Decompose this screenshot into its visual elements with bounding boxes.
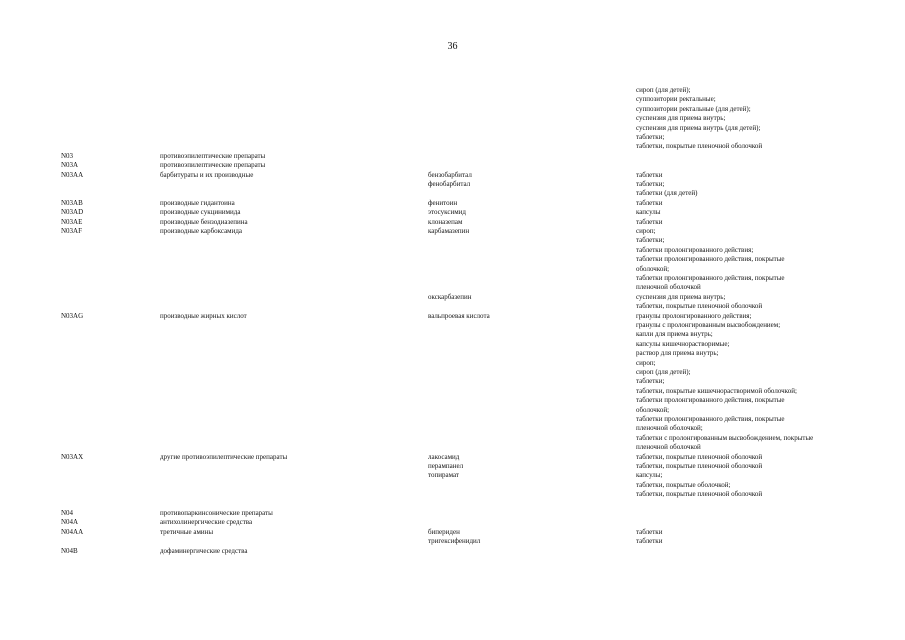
- dosage-form: капсулы: [636, 208, 661, 217]
- group-name: третичные амины: [160, 527, 214, 536]
- table-row: [0, 528, 905, 537]
- table-row: [0, 189, 905, 198]
- dosage-form: суппозитории ректальные (для детей);: [636, 104, 751, 113]
- table-row: [0, 387, 905, 396]
- table-row: [0, 142, 905, 151]
- table-row: [0, 471, 905, 480]
- group-name: антихолинергические средства: [160, 518, 253, 527]
- table-row: [0, 161, 905, 170]
- table-row: [0, 500, 905, 509]
- drug-name: бензобарбитал: [428, 170, 472, 179]
- table-row: [0, 227, 905, 236]
- drug-name: карбамазепин: [428, 227, 470, 235]
- table-row: [0, 518, 905, 527]
- atc-code: N03AD: [61, 208, 84, 217]
- dosage-form: таблетки, покрытые оболочкой;: [636, 480, 731, 489]
- drug-name: фенобарбитал: [428, 180, 471, 188]
- atc-code: N04B: [61, 546, 78, 555]
- table-row: [0, 199, 905, 208]
- dosage-form: таблетки;: [636, 236, 665, 245]
- atc-code: N04A: [61, 518, 79, 527]
- dosage-form: таблетки пролонгированного действия;: [636, 245, 754, 254]
- table-row: [0, 255, 905, 264]
- table-row: [0, 302, 905, 311]
- dosage-form: оболочкой;: [636, 264, 670, 273]
- dosage-form: оболочкой;: [636, 405, 670, 414]
- dosage-form: таблетки;: [636, 180, 665, 188]
- table-row: [0, 236, 905, 245]
- dosage-form: таблетки, покрытые кишечнорастворимой оболочкой;: [636, 386, 797, 395]
- dosage-form: таблетки;: [636, 377, 665, 386]
- drug-name: бипериден: [428, 527, 460, 536]
- table-row: [0, 340, 905, 349]
- table-row: [0, 180, 905, 189]
- dosage-form: капсулы кишечнорастворимые;: [636, 339, 730, 348]
- atc-code: N04: [61, 509, 74, 517]
- table-row: [0, 406, 905, 415]
- table-row: [0, 152, 905, 161]
- drug-name: этосуксимид: [428, 208, 466, 217]
- drug-name: перампанел: [428, 462, 464, 470]
- drug-name: вальпроевая кислота: [428, 311, 490, 320]
- table-row: [0, 443, 905, 452]
- dosage-form: суспензия для приема внутрь;: [636, 292, 726, 301]
- table-row: [0, 95, 905, 104]
- dosage-form: суппозитории ректальные;: [636, 95, 716, 104]
- table-row: [0, 424, 905, 433]
- table-row: [0, 349, 905, 358]
- table-row: [0, 396, 905, 405]
- dosage-form: суспензия для приема внутрь;: [636, 114, 726, 123]
- dosage-form: таблетки, покрытые пленочной оболочкой: [636, 142, 763, 151]
- group-name: дофаминергические средства: [160, 546, 248, 555]
- dosage-form: пленочной оболочкой: [636, 283, 701, 292]
- group-name: производные сукцинимида: [160, 208, 241, 217]
- dosage-form: таблетки: [636, 537, 663, 546]
- table-row: [0, 359, 905, 368]
- dosage-form: таблетки (для детей): [636, 189, 698, 198]
- dosage-form: таблетки, покрытые пленочной оболочкой: [636, 302, 763, 311]
- dosage-form: таблетки пролонгированного действия, покрытые: [636, 255, 785, 264]
- dosage-form: таблетки пролонгированного действия, покрытые: [636, 415, 785, 423]
- table-row: [0, 481, 905, 490]
- group-name: производные жирных кислот: [160, 311, 247, 320]
- table-row: [0, 462, 905, 471]
- dosage-form: таблетки, покрытые пленочной оболочкой: [636, 462, 763, 470]
- group-name: противопаркинсонические препараты: [160, 509, 273, 517]
- dosage-form: таблетки, покрытые пленочной оболочкой: [636, 490, 763, 499]
- dosage-form: таблетки: [636, 170, 663, 179]
- dosage-form: таблетки;: [636, 133, 665, 141]
- group-name: производные бензодиазепина: [160, 217, 248, 226]
- drug-name: топирамат: [428, 471, 459, 480]
- table-row: [0, 434, 905, 443]
- group-name: другие противоэпилептические препараты: [160, 452, 288, 461]
- drug-name: тригексифенидил: [428, 537, 481, 546]
- dosage-form: пленочной оболочкой: [636, 443, 701, 452]
- drug-name: окскарбазепин: [428, 292, 472, 301]
- dosage-form: раствор для приема внутрь;: [636, 349, 719, 358]
- dosage-form: капсулы;: [636, 471, 663, 480]
- dosage-form: гранулы с пролонгированным высвобождением;: [636, 321, 781, 329]
- table-row: [0, 105, 905, 114]
- atc-code: N03AG: [61, 311, 84, 320]
- table-row: [0, 208, 905, 217]
- dosage-form: сироп;: [636, 227, 656, 235]
- table-row: [0, 453, 905, 462]
- table-row: [0, 133, 905, 142]
- dosage-form: таблетки: [636, 198, 663, 207]
- dosage-form: сироп (для детей);: [636, 86, 691, 94]
- group-name: производные карбоксамида: [160, 227, 243, 235]
- table-row: [0, 86, 905, 95]
- dosage-form: сироп;: [636, 358, 656, 367]
- dosage-form: таблетки с пролонгированным высвобождением, покрытые: [636, 433, 814, 442]
- table-row: [0, 368, 905, 377]
- dosage-form: таблетки: [636, 217, 663, 226]
- group-name: производные гидантоина: [160, 198, 235, 207]
- table-row: [0, 547, 905, 556]
- atc-code: N03: [61, 151, 74, 160]
- table-row: [0, 377, 905, 386]
- table-row: [0, 246, 905, 255]
- atc-code: N03A: [61, 161, 79, 170]
- dosage-form: гранулы пролонгированного действия;: [636, 311, 752, 320]
- atc-code: N03AF: [61, 227, 83, 235]
- table-row: [0, 330, 905, 339]
- atc-code: N03AA: [61, 170, 84, 179]
- table-row: [0, 537, 905, 546]
- drug-name: клоназепам: [428, 217, 463, 226]
- atc-code: N03AE: [61, 217, 83, 226]
- table-row: [0, 171, 905, 180]
- drug-name: фенитоин: [428, 198, 458, 207]
- drug-name: лакосамид: [428, 452, 460, 461]
- atc-code: N03AB: [61, 198, 83, 207]
- group-name: барбитураты и их производные: [160, 170, 254, 179]
- table-row: [0, 283, 905, 292]
- table-row: [0, 114, 905, 123]
- table-row: [0, 415, 905, 424]
- table-row: [0, 509, 905, 518]
- table-row: [0, 321, 905, 330]
- atc-code: N04AA: [61, 527, 84, 536]
- atc-code: N03AX: [61, 452, 84, 461]
- dosage-form: таблетки пролонгированного действия, покрытые: [636, 396, 785, 405]
- dosage-form: пленочной оболочкой;: [636, 424, 703, 433]
- dosage-form: сироп (для детей);: [636, 368, 691, 376]
- group-name: противоэпилептические препараты: [160, 151, 266, 160]
- table-row: [0, 293, 905, 302]
- table-row: [0, 124, 905, 133]
- table-row: [0, 274, 905, 283]
- dosage-form: таблетки пролонгированного действия, покрытые: [636, 274, 785, 282]
- group-name: противоэпилептические препараты: [160, 161, 266, 170]
- dosage-form: таблетки: [636, 527, 663, 536]
- dosage-form: суспензия для приема внутрь (для детей);: [636, 123, 761, 132]
- table-row: [0, 312, 905, 321]
- table-row: [0, 265, 905, 274]
- table-row: [0, 218, 905, 227]
- dosage-form: таблетки, покрытые пленочной оболочкой: [636, 452, 763, 461]
- page-number: 36: [447, 41, 458, 52]
- table-row: [0, 490, 905, 499]
- dosage-form: капли для приема внутрь;: [636, 330, 713, 339]
